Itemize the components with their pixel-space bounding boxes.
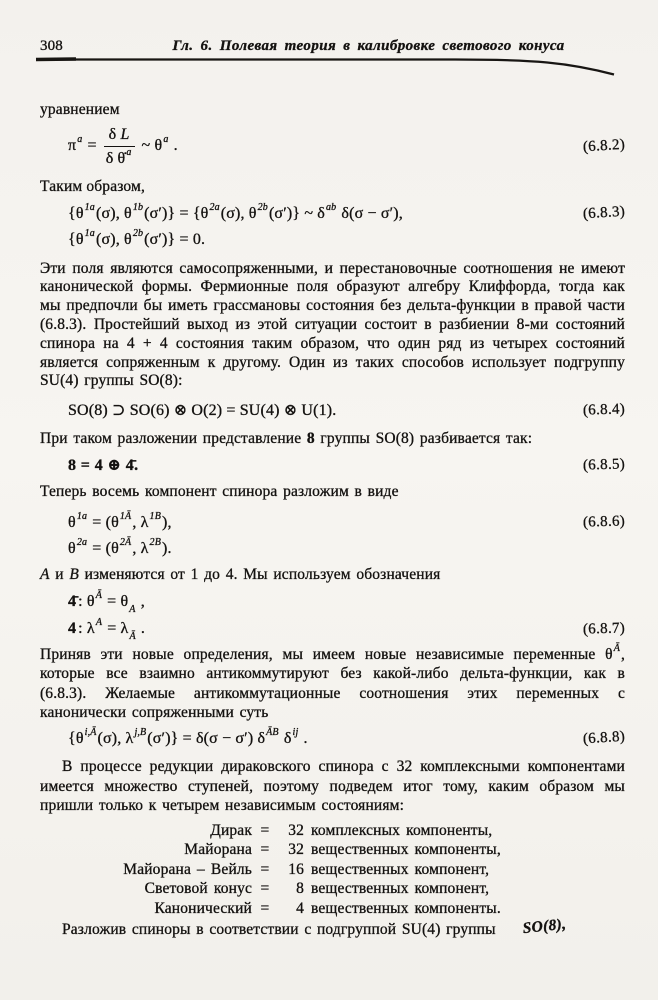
equation-6-8-6-body: $\theta^{1a} = (\theta^{1Ā}$, $\lambda^{1B}$), $\theta^{2a} = (\theta^{2Ā}$, $\lambda^{2B}$). — [68, 510, 172, 557]
equation-6-8-2 — [40, 125, 625, 168]
equation-tag-6-8-8: (6.8.8) — [582, 728, 626, 748]
equation-6-8-7-body: 4̄ : $\theta^Ā = \theta_A$ , 4 : $\lambda^A = \lambda_Ā$ . — [68, 589, 146, 642]
chapter-title: Гл. 6. Полевая теория в калибровке светового конуса — [172, 38, 565, 54]
component-row-canonical: Канонический = 4 вещественных компоненты. — [154, 899, 501, 917]
var-A: A — [40, 565, 50, 583]
page-header — [0, 0, 658, 55]
equation-tag-6-8-7: (6.8.7) — [582, 620, 626, 638]
paragraph-fields: Эти поля являются самосопряженными, и перестановочные соотношения не имеют канонической формы. Фермионные поля образуют алгебру Клиффорда, тогда как мы предпочли бы иметь грассмановы состояния без дельта-функции в правой части (6.8.3). Простейший выход из этой ситуации состоит в разбиении 8-ми состояний спинора на 4 + 4 состояния таким образом, что один ряд из четырех состояний является сопряженным к другому. Один из таких способов использует подгруппу SU(4) группы SO(8): — [40, 259, 625, 390]
equation-6-8-5: 8 = 4 ⊕ 4̄. (6.8.5) — [68, 456, 626, 474]
bold-eight: 8 — [306, 430, 315, 448]
component-row-dirac: Дирак = 32 комплексных компоненты, — [210, 821, 493, 839]
component-row-majorana: Майорана = 32 вещественных компоненты, — [184, 841, 501, 859]
equation-6-8-4: SO(8) ⊃ SO(6) ⊗ O(2) = SU(4) ⊗ U(1). (6.8.4) — [68, 401, 626, 420]
equation-6-8-7 — [40, 588, 625, 642]
paragraph-final: Разложив спиноры в соответствии с подгруппой SU(4) группы SO(8), — [40, 921, 625, 940]
equation-6-8-3-body: {$\theta^{1a}(\sigma)$, $\theta^{1b}(\sigma')\} = \{\theta^{2a}(\sigma)$, $\theta^{2b}(\sigma')$} ~ $\delta^{ab}$ δ(σ − σ′), {$\theta^{1a}(\sigma)$, $\theta^{2b}(\sigma')\} = 0$. — [68, 201, 403, 248]
header-rule — [0, 54, 658, 80]
paragraph-new-definitions: Приняв эти новые определения, мы имеем новые независимые переменные $\theta^Ā$, которые все взаимно антикоммутируют без какой-либо дельта-функции, как в (6.8.3). Желаемые антикоммутационные соотношения этих переменных с канонически сопряженными суть — [40, 642, 625, 722]
page-content — [0, 101, 658, 940]
component-row-light-cone: Световой конус = 8 вещественных компонент, — [144, 880, 490, 898]
paragraph-intro: уравнением — [40, 101, 120, 118]
paragraph-thus: Таким образом, — [40, 177, 146, 195]
equation-tag-6-8-6: (6.8.6) — [582, 513, 626, 531]
equation-6-8-6 — [40, 510, 625, 562]
equation-tag-6-8-3: (6.8.3) — [582, 203, 626, 222]
fraction: $\frac{\text{δ L}}{\delta \thetȧ^a}$ — [101, 125, 138, 168]
page-number: 308 — [40, 38, 63, 54]
paragraph-reduction: В процессе редукции дираковского спинора с 32 комплексными компонентами имеется множество ступеней, поэтому подведем итог тому, каким образом мы пришли только к четырем независимым состояниям: — [40, 757, 625, 815]
equation-6-8-8: {$\theta^{i,Ā}(\sigma)$, $\lambda^{j,B}(\sigma')\} = \delta(\sigma - \sigma')$ $\delta^{ĀB}$ $\delta^{ij}$ . (6.8.8) — [68, 727, 626, 748]
equation-6-8-3 — [40, 201, 625, 253]
paragraph-decomposition: При таком разложении представление 8 группы SO(8) разбивается так: — [40, 430, 533, 448]
paragraph-ab-range: A и B изменяются от 1 до 4. Мы используем обозначения — [40, 565, 441, 583]
paragraph-eight-components: Теперь восемь компонент спинора разложим в виде — [40, 482, 399, 500]
equation-6-8-2-body: $\pi^a$ = $\frac{\text{δ L}}{\delta \thetȧ^a}$ ~ $\theta^a$ . — [68, 125, 178, 167]
equation-tag-6-8-5: (6.8.5) — [582, 456, 626, 474]
var-B: B — [69, 565, 79, 583]
so8-tilted-text: SO(8), — [522, 915, 568, 938]
equation-tag-6-8-2: (6.8.2) — [582, 136, 626, 156]
component-row-majorana-weyl: Майорана – Вейль = 16 вещественных компонент, — [123, 860, 490, 878]
component-count-list — [84, 821, 625, 919]
equation-tag-6-8-4: (6.8.4) — [582, 401, 626, 419]
